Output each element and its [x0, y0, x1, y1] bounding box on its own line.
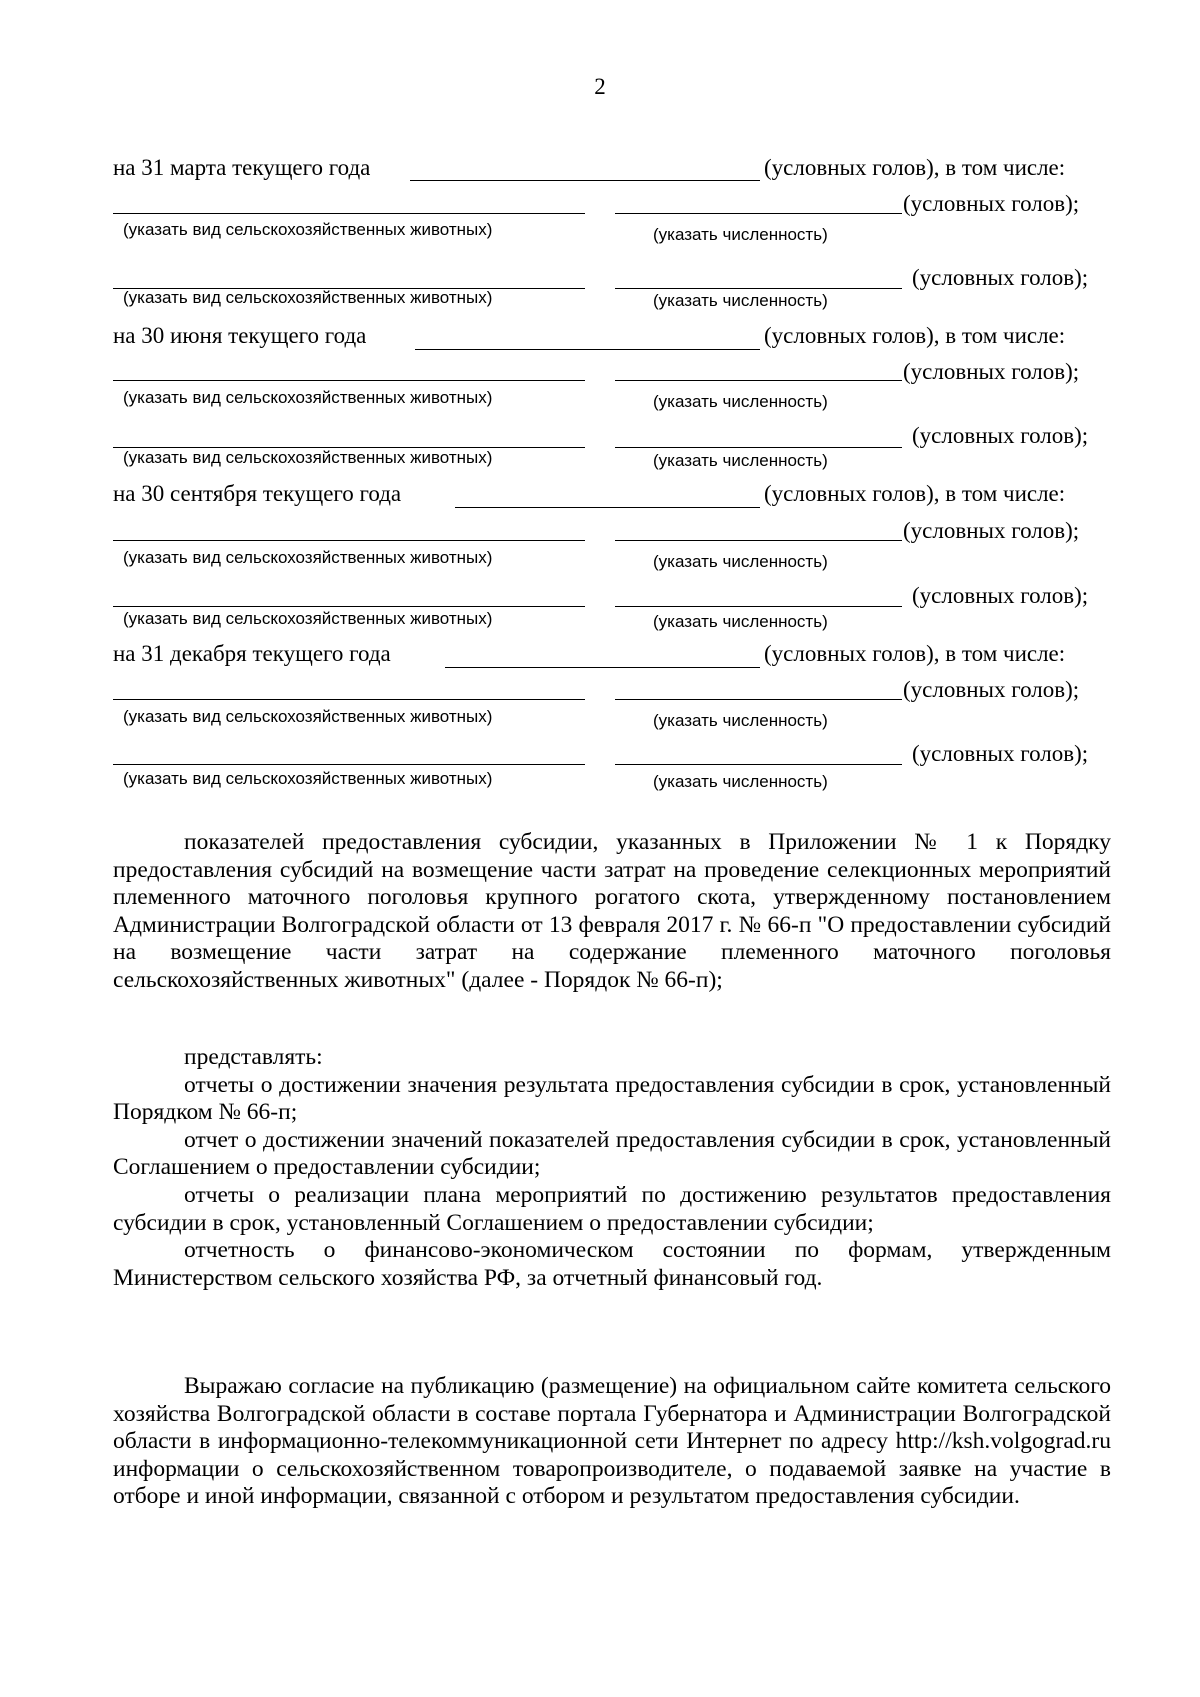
animal-type-caption: (указать вид сельскохозяйственных животных) [123, 220, 493, 239]
obligations-intro: представлять: [184, 1044, 323, 1070]
animal-count-field[interactable] [615, 540, 902, 541]
count-caption: (указать численность) [653, 552, 828, 571]
count-caption: (указать численность) [653, 392, 828, 411]
animal-count-field[interactable] [615, 606, 902, 607]
count-caption: (указать численность) [653, 711, 828, 730]
animal-type-field[interactable] [113, 380, 585, 381]
unit-label: (условных голов); [903, 677, 1080, 702]
period-suffix: (условных голов), в том числе: [764, 155, 1066, 180]
total-count-field[interactable] [415, 349, 760, 350]
obligations-section [113, 1044, 1111, 1292]
unit-label: (условных голов); [912, 583, 1089, 608]
animal-count-field[interactable] [615, 380, 902, 381]
animal-type-field[interactable] [113, 606, 585, 607]
total-count-field[interactable] [455, 507, 760, 508]
animal-count-field[interactable] [615, 699, 902, 700]
indicators-text: показателей предоставления субсидии, указанных в Приложении № 1 к Порядку предоставления субсидий на возмещение части затрат на проведение селекционных мероприятий племенного маточного поголовья крупного рогатого скота, утвержденному постановлением Администрации Волгоградской области от 13 февраля 2017 г. № 66-п "О предоставлении субсидий на возмещение части затрат на содержание племенного маточного поголовья сельскохозяйственных животных" (далее - Порядок № 66-п); [113, 829, 1111, 993]
total-count-field[interactable] [410, 180, 760, 181]
animal-type-field[interactable] [113, 213, 585, 214]
unit-label: (условных голов); [912, 265, 1089, 290]
consent-paragraph [113, 1373, 1111, 1511]
unit-label: (условных голов); [903, 518, 1080, 543]
animal-count-field[interactable] [615, 764, 902, 765]
period-suffix: (условных голов), в том числе: [764, 323, 1066, 348]
animal-count-field[interactable] [615, 447, 902, 448]
animal-type-caption: (указать вид сельскохозяйственных животных) [123, 609, 493, 628]
unit-label: (условных голов); [903, 359, 1080, 384]
period-suffix: (условных голов), в том числе: [764, 641, 1066, 666]
animal-type-caption: (указать вид сельскохозяйственных животных) [123, 388, 493, 407]
animal-type-caption: (указать вид сельскохозяйственных животных) [123, 769, 493, 788]
period-suffix: (условных голов), в том числе: [764, 481, 1066, 506]
animal-type-field[interactable] [113, 699, 585, 700]
animal-type-field[interactable] [113, 764, 585, 765]
animal-type-caption: (указать вид сельскохозяйственных животных) [123, 548, 493, 567]
count-caption: (указать численность) [653, 451, 828, 470]
obligation-item: отчетность о финансово-экономическом состоянии по формам, утвержденным Министерством сельского хозяйства РФ, за отчетный финансовый год. [113, 1237, 1111, 1291]
unit-label: (условных голов); [903, 191, 1080, 216]
indicators-paragraph [113, 829, 1111, 995]
count-caption: (указать численность) [653, 291, 828, 310]
animal-count-field[interactable] [615, 288, 902, 289]
total-count-field[interactable] [445, 667, 760, 668]
obligation-item: отчеты о реализации плана мероприятий по достижению результатов предоставления субсидии в срок, установленный Соглашением о предоставлении субсидии; [113, 1181, 1111, 1236]
animal-type-caption: (указать вид сельскохозяйственных животных) [123, 448, 493, 467]
count-caption: (указать численность) [653, 225, 828, 244]
consent-text: Выражаю согласие на публикацию (размещение) на официальном сайте комитета сельского хозяйства Волгоградской области в составе портала Губернатора и Администрации Волгоградской области в информационно-телекоммуникационной сети Интернет по адресу http://ksh.volgograd.ru информации о сельскохозяйственном товаропроизводителе, о подаваемой заявке на участие в отборе и иной информации, связанной с отбором и результатом предоставления субсидии. [113, 1373, 1111, 1510]
animal-count-field[interactable] [615, 213, 902, 214]
period-label: на 30 июня текущего года [113, 323, 367, 348]
obligation-item: отчеты о достижении значения результата предоставления субсидии в срок, установленный Порядком № 66-п; [113, 1071, 1111, 1126]
count-caption: (указать численность) [653, 772, 828, 791]
count-caption: (указать численность) [653, 612, 828, 631]
unit-label: (условных голов); [912, 741, 1089, 766]
period-label: на 31 марта текущего года [113, 155, 371, 180]
period-label: на 31 декабря текущего года [113, 641, 391, 666]
animal-type-caption: (указать вид сельскохозяйственных животных) [123, 707, 493, 726]
period-label: на 30 сентября текущего года [113, 481, 402, 506]
page-number: 2 [594, 74, 606, 99]
animal-type-caption: (указать вид сельскохозяйственных животных) [123, 288, 493, 307]
animal-type-field[interactable] [113, 540, 585, 541]
unit-label: (условных голов); [912, 423, 1089, 448]
obligation-item: отчет о достижении значений показателей предоставления субсидии в срок, установленный Соглашением о предоставлении субсидии; [113, 1126, 1111, 1181]
